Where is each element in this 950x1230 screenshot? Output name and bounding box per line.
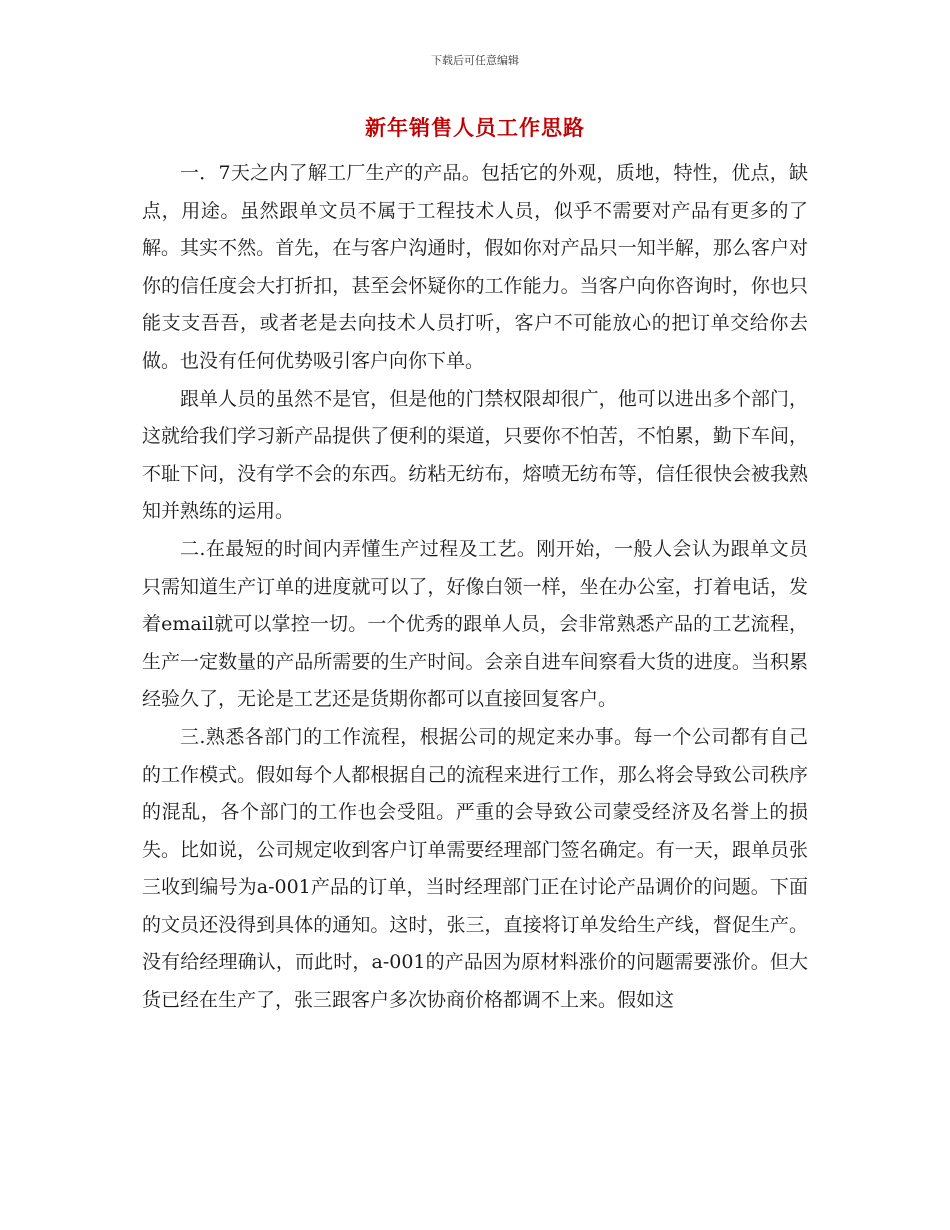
document-body [142, 155, 808, 1020]
paragraph-4: 三.熟悉各部门的工作流程，根据公司的规定来办事。每一个公司都有自己的工作模式。假如每个人都根据自己的流程来进行工作，那么将会导致公司秩序的混乱，各个部门的工作也会受阻。严重的会导致公司蒙受经济及名誉上的损失。比如说，公司规定收到客户订单需要经理部门签名确定。有一天，跟单员张三收到编号为a-001产品的订单，当时经理部门正在讨论产品调价的问题。下面的文员还没得到具体的通知。这时，张三，直接将订单发给生产线，督促生产。没有给经理确认，而此时，a-001的产品因为原材料涨价的问题需要涨价。但大货已经在生产了，张三跟客户多次协商价格都调不上来。假如这 [142, 725, 808, 1012]
paragraph-1: 一．7天之内了解工厂生产的产品。包括它的外观，质地，特性，优点，缺点，用途。虽然跟单文员不属于工程技术人员，似乎不需要对产品有更多的了解。其实不然。首先，在与客户沟通时，假如你对产品只一知半解，那么客户对你的信任度会大打折扣，甚至会怀疑你的工作能力。当客户向你咨询时，你也只能支支吾吾，或者老是去向技术人员打听，客户不可能放心的把订单交给你去做。也没有任何优势吸引客户向你下单。 [142, 162, 808, 372]
paragraph-2: 跟单人员的虽然不是官，但是他的门禁权限却很广，他可以进出多个部门，这就给我们学习新产品提供了便利的渠道，只要你不怕苦，不怕累，勤下车间，不耻下问，没有学不会的东西。纺粘无纺布，熔喷无纺布等，信任很快会被我熟知并熟练的运用。 [142, 387, 808, 523]
header-note: 下载后可任意编辑 [431, 54, 519, 67]
paragraph-3: 二.在最短的时间内弄懂生产过程及工艺。刚开始，一般人会认为跟单文员只需知道生产订单的进度就可以了，好像白领一样，坐在办公室，打着电话，发着email就可以掌控一切。一个优秀的跟单人员，会非常熟悉产品的工艺流程，生产一定数量的产品所需要的生产时间。会亲自进车间察看大货的进度。当积累经验久了，无论是工艺还是货期你都可以直接回复客户。 [142, 537, 808, 711]
page-title: 新年销售人员工作思路 [365, 116, 585, 140]
